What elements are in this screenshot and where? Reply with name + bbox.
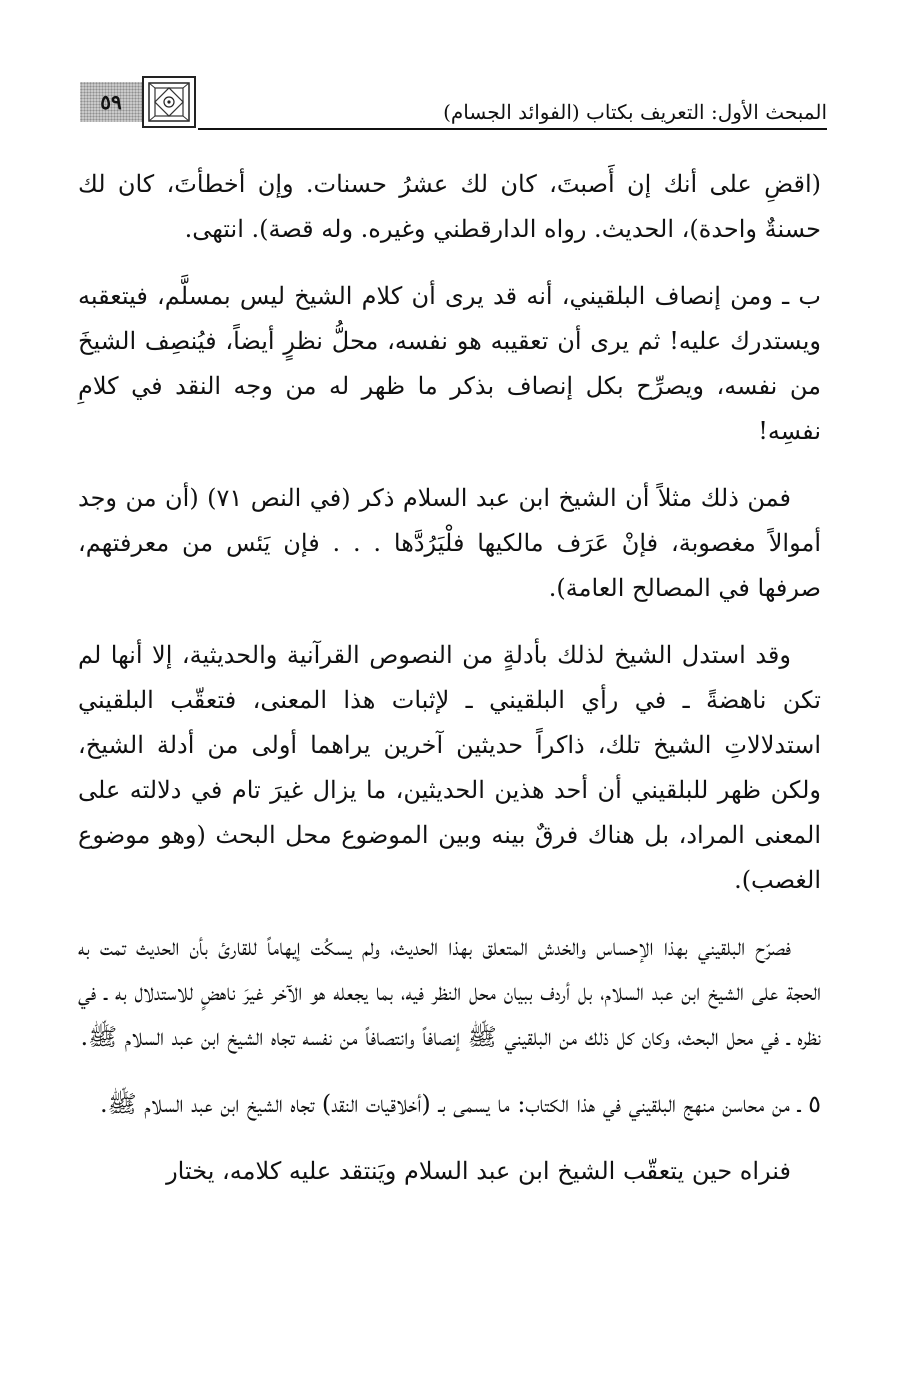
paragraph-7: فنراه حين يتعقّب الشيخ ابن عبد السلام ويَنتقد عليه كلامه، يختار [166, 1157, 791, 1185]
paragraph-3: فمن ذلك مثلاً أن الشيخ ابن عبد السلام ذكر (في النص ٧١) (أن من وجد أموالاً مغصوبة، فإنْ عَرَف مالكيها فلْيَرُدَّها . . . فإن يَئس من معرفتهم، صرفها في المصالح العامة). [78, 484, 821, 602]
page-badge [80, 76, 198, 128]
paragraph-1: (اقضِ على أنك إن أَصبتَ، كان لك عشرُ حسنات. وإن أخطأتَ، كان لك حسنةٌ واحدة)، الحديث. رواه الدارقطني وغيره. وله قصة). انتهى. [78, 170, 821, 243]
paragraph-5: فصرّح البلقيني بهذا الإحساس والخدش المتعلق بهذا الحديث، ولم يسكُت إيهاماً للقارئ بأن الحديث تمت به الحجة على الشيخ ابن عبد السلام، بل أردف ببيان محل النظر فيه، بما يجعله هو الآخر غيرَ ناهضٍ للاستدلال به ـ في نظره ـ في محل البحث، وكان كل ذلك من البلقيني ﷺ إنصافاً وانتصافاً من نفسه تجاه الشيخ ابن عبد السلام ﷺ. [78, 933, 821, 1051]
paragraph-4: وقد استدل الشيخ لذلك بأدلةٍ من النصوص القرآنية والحديثية، إلا أنها لم تكن ناهضةً ـ في رأي البلقيني ـ لإثبات هذا المعنى، فتعقّب البلقيني استدلالاتِ الشيخ تلك، ذاكراً حديثين آخرين يراهما أولى من أدلة الشيخ، ولكن ظهر للبلقيني أن أحد هذين الحديثين، ما يزال غيرَ تام في دلالته على المعنى المراد، بل هناك فرقٌ بينه وبين الموضوع محل البحث (وهو موضوع الغصب). [78, 641, 821, 894]
header-divider [198, 128, 827, 130]
paragraph-6: ٥ ـ من محاسن منهج البلقيني في هذا الكتاب: ما يسمى بـ (أخلاقيات النقد) تجاه الشيخ ابن عبد السلام ﷺ. [100, 1090, 821, 1118]
page-number: ٥٩ [80, 82, 142, 122]
page-body [78, 162, 821, 1216]
header-title: المبحث الأول: التعريف بكتاب (الفوائد الجسام) [443, 100, 827, 124]
paragraph-2: ب ـ ومن إنصاف البلقيني، أنه قد يرى أن كلام الشيخ ليس بمسلَّم، فيتعقبه ويستدرك عليه! ثم يرى أن تعقيبه هو نفسه، محلُّ نظرٍ أيضاً، فيُنصِف الشيخَ من نفسه، ويصرِّح بكل إنصاف بذكر ما ظهر له من وجه النقد في كلامِ نفسِه! [78, 282, 821, 445]
running-header [80, 70, 827, 130]
geometric-ornament-icon [142, 76, 196, 128]
